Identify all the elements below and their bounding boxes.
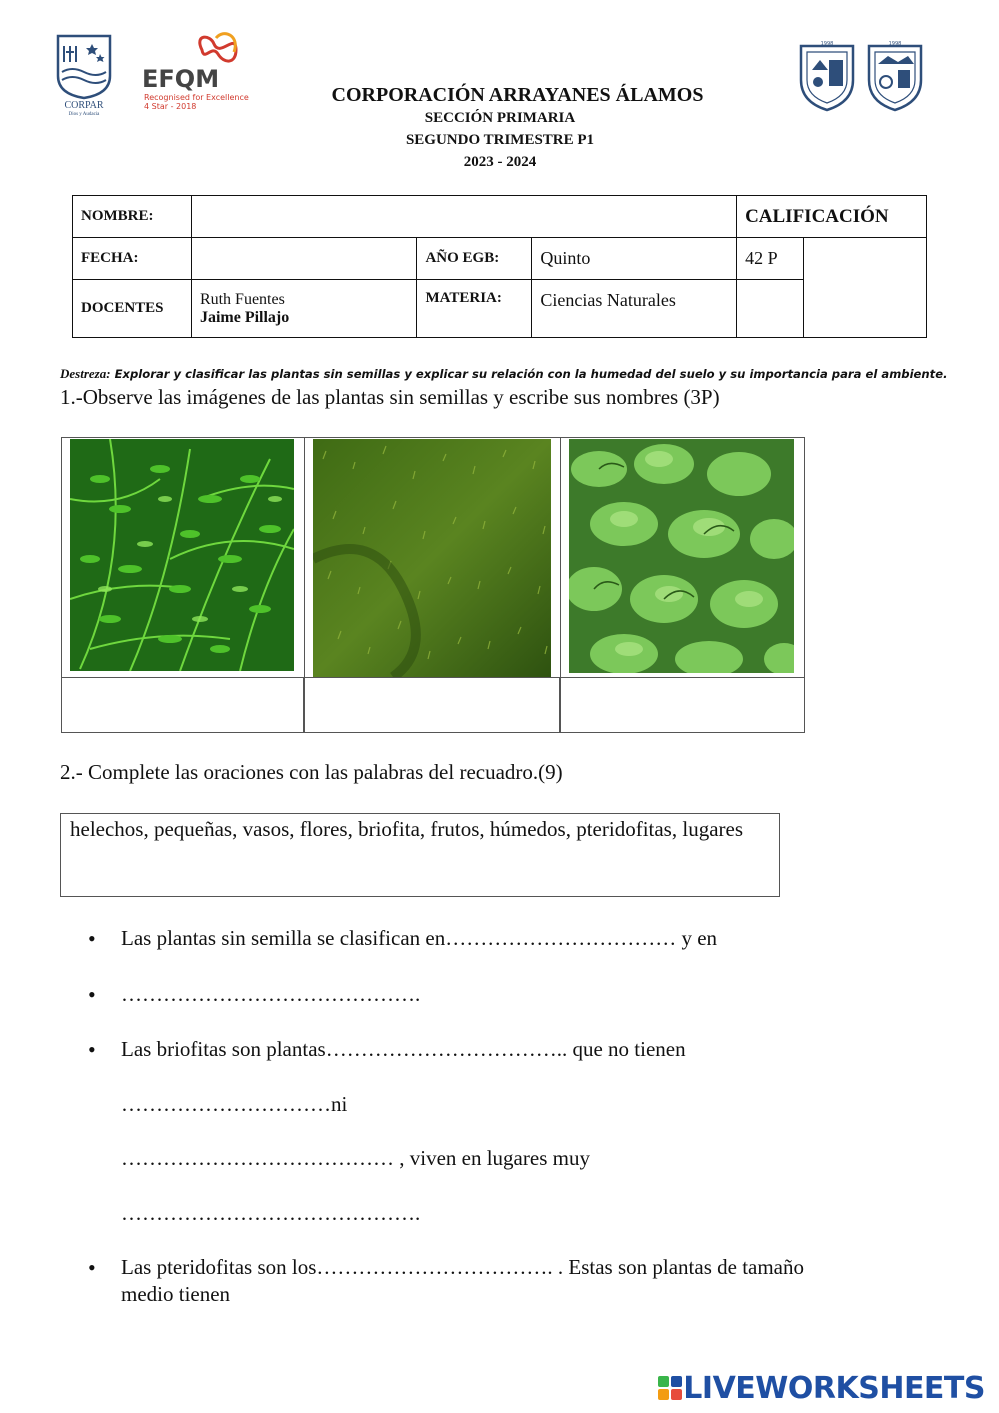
institution-title: CORPORACIÓN ARRAYANES ÁLAMOS [331, 84, 704, 106]
shield-2-year: 1998 [888, 41, 902, 47]
liveworksheets-text: LIVEWORKSHEETS [683, 1370, 985, 1406]
answer-field-3[interactable] [560, 678, 804, 733]
score-empty-cell [737, 280, 804, 338]
corpar-logo-text: CORPAR [64, 100, 104, 111]
shield-1-year: 1998 [820, 41, 834, 47]
sentence-3-blank-2[interactable]: ………………………………… , viven en lugares muy [121, 1146, 590, 1170]
sentence-1[interactable]: Las plantas sin semilla se clasifican en…………………………… y en [121, 926, 718, 950]
answer-field-1[interactable] [62, 678, 304, 733]
skill-label: Destreza: [60, 366, 111, 381]
name-label: NOMBRE: [73, 196, 192, 238]
liveworksheets-icon [657, 1375, 683, 1401]
date-label: FECHA: [73, 238, 192, 280]
teachers-cell [191, 280, 417, 338]
name-field[interactable] [191, 196, 736, 238]
word-bank: helechos, pequeñas, vasos, flores, briofita, frutos, húmedos, pteridofitas, lugares [60, 813, 780, 897]
corpar-logo-sub: Dios y Audacia [68, 112, 100, 116]
sentence-3-blank-1[interactable]: …………………………ni [121, 1092, 348, 1116]
efqm-name: EFQM [142, 65, 220, 93]
moss-photo [313, 439, 551, 677]
liverwort-photo [569, 439, 794, 673]
sentence-3-blank-3[interactable]: ……………………………………. [121, 1201, 421, 1225]
efqm-rating: 4 Star - 2018 [144, 102, 197, 111]
subject-value: Ciencias Naturales [532, 280, 737, 338]
date-field[interactable] [191, 238, 417, 280]
level-label: AÑO EGB: [417, 238, 532, 280]
term-title: SEGUNDO TRIMESTRE P1 [405, 132, 595, 148]
subject-label: MATERIA: [417, 280, 532, 338]
liveworksheets-logo [657, 1372, 985, 1404]
teacher-2: Jaime Pillajo [199, 308, 290, 326]
question-2: 2.- Complete las oraciones con las palabras del recuadro.(9) [60, 760, 563, 784]
sentence-4[interactable]: Las pteridofitas son los……………………………. . Estas son plantas de tamaño [121, 1255, 805, 1279]
grade-label: CALIFICACIÓN [737, 196, 927, 238]
skill-end: . [943, 367, 948, 381]
skill-statement [60, 366, 947, 382]
fern-photo [70, 439, 294, 671]
level-value: Quinto [532, 238, 737, 280]
sentence-4-continued: medio tienen [121, 1282, 231, 1306]
bullet-2: • [88, 982, 96, 1007]
bullet-3: • [88, 1037, 96, 1062]
question-1: 1.-Observe las imágenes de las plantas sin semillas y escribe sus nombres (3P) [60, 385, 720, 409]
bullet-1: • [88, 926, 96, 951]
school-year: 2023 - 2024 [463, 154, 537, 170]
student-info-table [72, 195, 927, 338]
teacher-1: Ruth Fuentes [199, 290, 285, 308]
sentence-2[interactable]: ……………………………………. [121, 982, 421, 1006]
answer-row [62, 677, 804, 733]
efqm-tagline: Recognised for Excellence [144, 93, 249, 102]
grade-field[interactable] [804, 238, 927, 338]
teachers-label: DOCENTES [73, 280, 192, 338]
skill-text: Explorar y clasificar las plantas sin semillas y explicar su relación con la humedad del suelo y su importancia para el ambiente [114, 367, 944, 381]
sentence-3[interactable]: Las briofitas son plantas…………………………….. que no tienen [121, 1037, 686, 1061]
plant-images-table [61, 437, 805, 733]
score-value: 42 P [737, 238, 804, 280]
bullet-4: • [88, 1255, 96, 1280]
section-title: SECCIÓN PRIMARIA [424, 110, 576, 126]
answer-field-2[interactable] [304, 678, 560, 733]
